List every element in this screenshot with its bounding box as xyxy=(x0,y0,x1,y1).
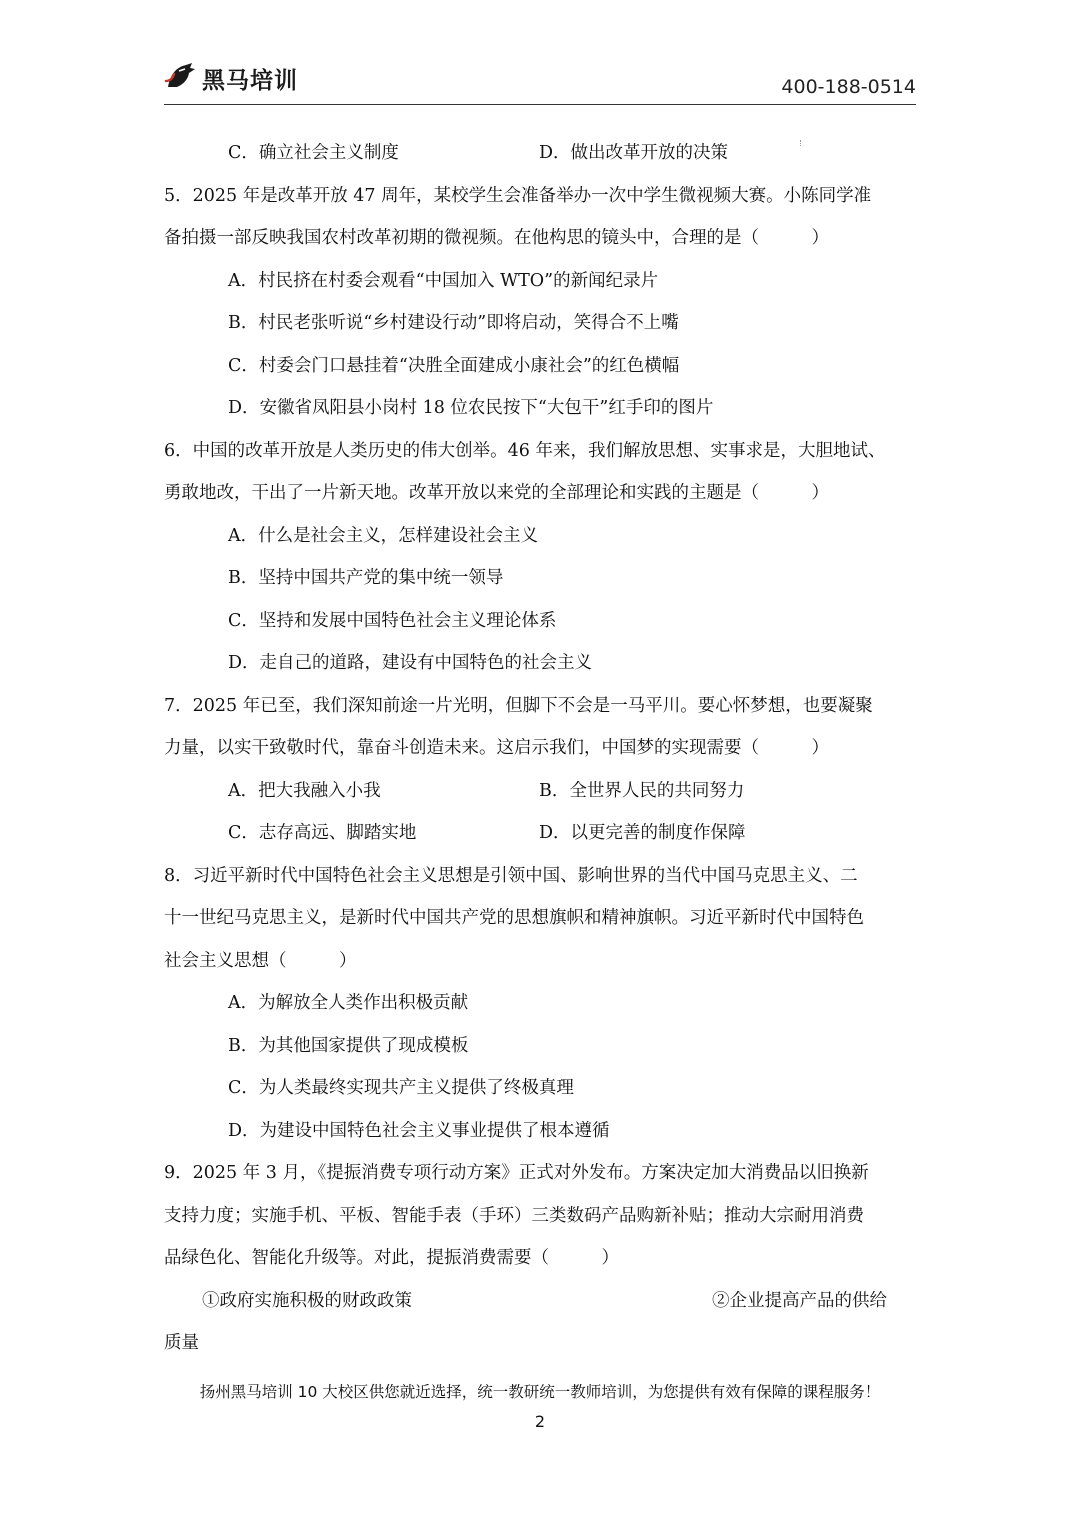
footer-slogan: 扬州黑马培训 10 大校区供您就近选择，统一教研统一教师培训，为您提供有效有保障的课程服务！ xyxy=(199,1383,881,1401)
q9-choices-row xyxy=(164,1280,916,1323)
brand-logo xyxy=(164,60,298,96)
q6-option-a: A．什么是社会主义，怎样建设社会主义 xyxy=(228,525,539,546)
q6-option-b: B．坚持中国共产党的集中统一领导 xyxy=(228,568,504,588)
q7-stem-line-2: 力量，以实干致敬时代，靠奋斗创造未来。这启示我们，中国梦的实现需要（ ） xyxy=(164,738,829,758)
q7-options-cd xyxy=(164,812,916,855)
q8-option-c: C．为人类最终实现共产主义提供了终极真理 xyxy=(228,1078,574,1098)
page-header xyxy=(164,56,916,105)
q4-options-cd xyxy=(164,132,916,175)
q6-stem-line-1: 6．中国的改革开放是人类历史的伟大创举。46 年来，我们解放思想、实事求是，大胆地试、 xyxy=(164,440,886,461)
q6-option-d: D．走自己的道路，建设有中国特色的社会主义 xyxy=(228,653,593,673)
q9-stem-line-1: 9．2025 年 3 月，《提振消费专项行动方案》正式对外发布。方案决定加大消费品以旧换新 xyxy=(164,1163,869,1183)
q5-option-d: D．安徽省凤阳县小岗村 18 位农民按下“大包干”红手印的图片 xyxy=(228,398,714,418)
brand-name: 黑马培训 xyxy=(202,67,298,94)
q9-stem-line-3: 品绿色化、智能化升级等。对此，提振消费需要（ ） xyxy=(164,1248,619,1268)
q7-stem-line-1: 7．2025 年已至，我们深知前途一片光明，但脚下不会是一马平川。要心怀梦想，也要凝聚 xyxy=(164,695,873,716)
q6-stem-line-2: 勇敢地改，干出了一片新天地。改革开放以来党的全部理论和实践的主题是（ ） xyxy=(164,483,829,503)
exam-content xyxy=(164,132,916,1365)
q4-option-c: C．确立社会主义制度 xyxy=(228,143,399,163)
q4-option-d: D．做出改革开放的决策 xyxy=(539,143,729,163)
q9-choice-1: ①政府实施积极的财政政策 xyxy=(202,1290,412,1311)
q7-option-b: B．全世界人民的共同努力 xyxy=(539,780,745,801)
contact-phone: 400-188-0514 xyxy=(781,76,916,98)
q8-option-b: B．为其他国家提供了现成模板 xyxy=(228,1035,469,1056)
horse-logo-icon xyxy=(164,61,198,95)
q5-option-a: A．村民挤在村委会观看“中国加入 WTO”的新闻纪录片 xyxy=(228,270,659,291)
q5-option-c: C．村委会门口悬挂着“决胜全面建成小康社会”的红色横幅 xyxy=(228,355,680,376)
q7-option-d: D．以更完善的制度作保障 xyxy=(539,823,746,843)
q8-option-d: D．为建设中国特色社会主义事业提供了根本遵循 xyxy=(228,1120,610,1141)
q8-stem-line-3: 社会主义思想（ ） xyxy=(164,950,357,971)
q8-option-a: A．为解放全人类作出积极贡献 xyxy=(228,993,469,1013)
q7-option-c: C．志存高远、脚踏实地 xyxy=(228,823,417,843)
q7-options-ab xyxy=(164,770,916,813)
q8-stem-line-1: 8．习近平新时代中国特色社会主义思想是引领中国、影响世界的当代中国马克思主义、二 xyxy=(164,865,858,886)
q7-option-a: A．把大我融入小我 xyxy=(228,780,381,801)
q8-stem-line-2: 十一世纪马克思主义，是新时代中国共产党的思想旗帜和精神旗帜。习近平新时代中国特色 xyxy=(164,908,864,928)
q6-option-c: C．坚持和发展中国特色社会主义理论体系 xyxy=(228,610,557,631)
q5-option-b: B．村民老张听说“乡村建设行动”即将启动，笑得合不上嘴 xyxy=(228,313,679,333)
q5-stem-line-2: 备拍摄一部反映我国农村改革初期的微视频。在他构思的镜头中，合理的是（ ） xyxy=(164,228,829,248)
q9-stem-line-2: 支持力度；实施手机、平板、智能手表（手环）三类数码产品购新补贴；推动大宗耐用消费 xyxy=(164,1205,864,1226)
page-number: 2 xyxy=(534,1412,546,1431)
q5-stem-line-1: 5．2025 年是改革开放 47 周年，某校学生会准备举办一次中学生微视频大赛。小陈同学准 xyxy=(164,185,872,206)
q9-choice-2: ②企业提高产品的供给 xyxy=(712,1290,887,1311)
q9-choice-2-continued: 质量 xyxy=(164,1333,199,1353)
